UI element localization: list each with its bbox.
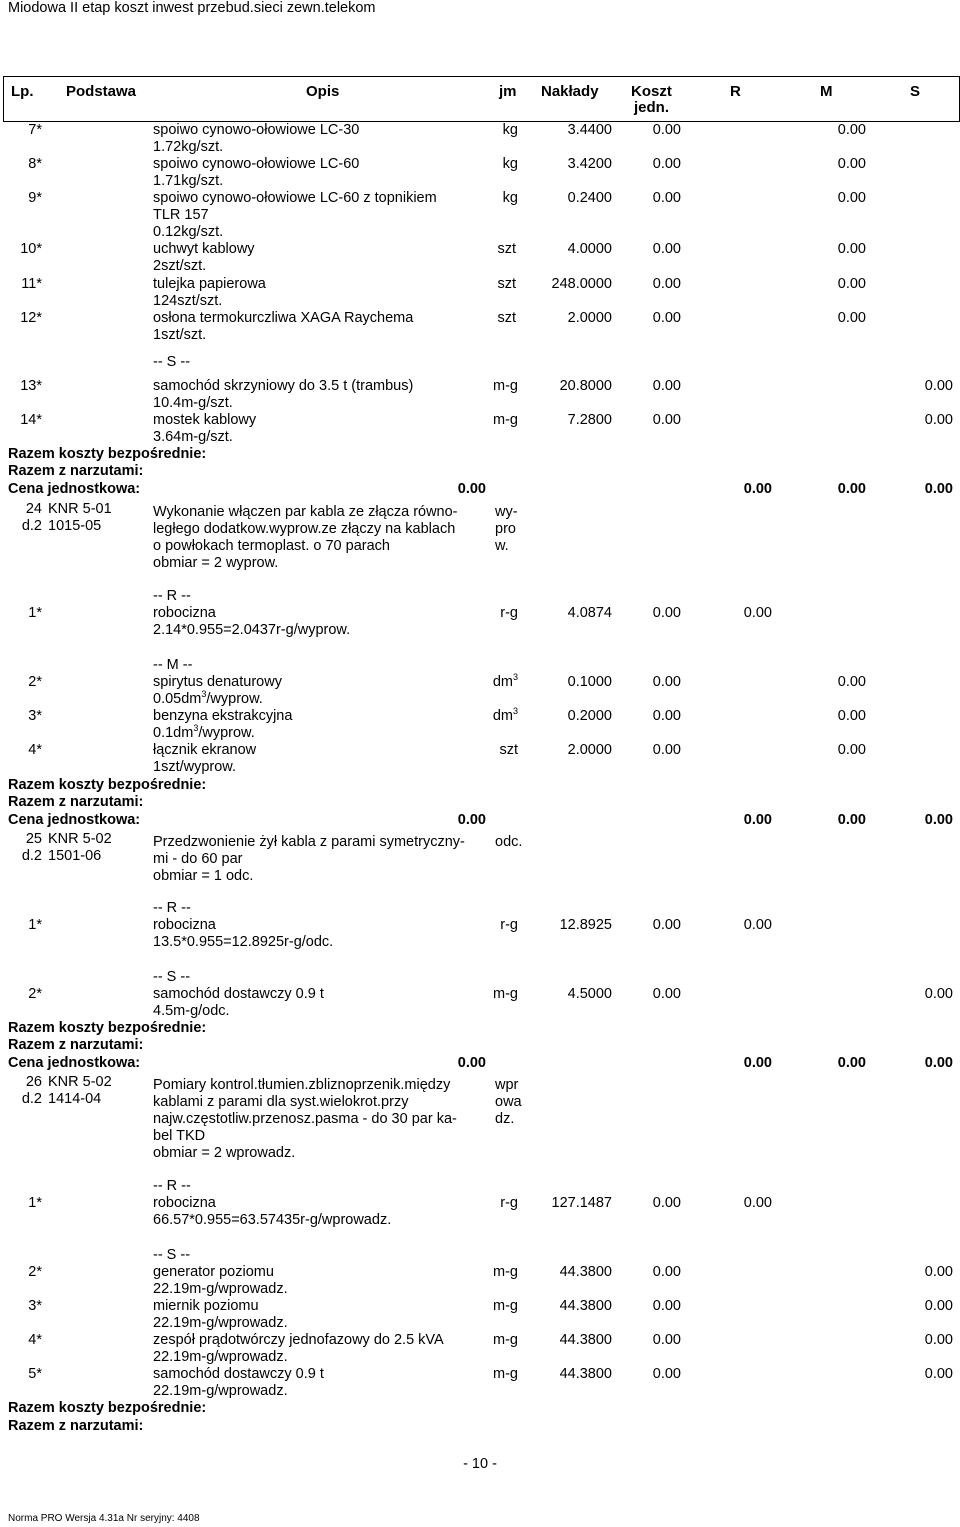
- item-value-m: 0.00: [837, 310, 866, 326]
- item-unit-cost: 0.00: [652, 1366, 681, 1382]
- position-unit-line: owa: [495, 1094, 522, 1110]
- item-unit: kg: [502, 122, 518, 138]
- unit-price-total: 0.00: [457, 481, 486, 497]
- position-number: 26: [25, 1074, 42, 1090]
- item-norm-note: 22.19m-g/wprowadz.: [153, 1281, 288, 1297]
- document-title: Miodowa II etap koszt inwest przebud.sieci zewn.telekom: [8, 0, 376, 16]
- header-jm: jm: [499, 83, 517, 100]
- item-unit-cost: 0.00: [652, 310, 681, 326]
- position-basis: KNR 5-01: [48, 501, 112, 517]
- item-description: samochód skrzyniowy do 3.5 t (trambus): [153, 378, 414, 394]
- item-norm-note: 124szt/szt.: [153, 293, 223, 309]
- item-value-m: 0.00: [837, 156, 866, 172]
- item-description: samochód dostawczy 0.9 t: [153, 1366, 324, 1382]
- item-lp: 1*: [28, 605, 42, 621]
- section-marker: -- R --: [153, 588, 191, 604]
- item-value-m: 0.00: [837, 241, 866, 257]
- item-unit-cost: 0.00: [652, 1264, 681, 1280]
- item-description: robocizna: [153, 605, 216, 621]
- item-unit: r-g: [500, 917, 518, 933]
- position-basis-code: 1015-05: [48, 518, 102, 534]
- item-quantity: 44.3800: [559, 1332, 612, 1348]
- item-unit: szt: [497, 310, 516, 326]
- item-quantity: 3.4200: [567, 156, 612, 172]
- item-quantity: 2.0000: [567, 310, 612, 326]
- item-norm-note: 1szt/wyprow.: [153, 759, 236, 775]
- item-quantity: 12.8925: [559, 917, 612, 933]
- item-unit-cost: 0.00: [652, 1195, 681, 1211]
- header-podstawa: Podstawa: [66, 83, 137, 100]
- item-unit-cost: 0.00: [652, 122, 681, 138]
- item-description: łącznik ekranow: [153, 742, 257, 758]
- item-norm-note: $0.05dm^3$/wyprow.: [153, 689, 263, 707]
- item-description: robocizna: [153, 917, 216, 933]
- item-quantity: 44.3800: [559, 1366, 612, 1382]
- item-description: zespół prądotwórczy jednofazowy do 2.5 kVA: [153, 1332, 444, 1348]
- position-unit-line: dz.: [495, 1111, 515, 1127]
- item-description: osłona termokurczliwa XAGA Raychema: [153, 310, 414, 326]
- item-value-m: 0.00: [837, 122, 866, 138]
- item-norm-note: 10.4m-g/szt.: [153, 395, 233, 411]
- item-description: mostek kablowy: [153, 412, 257, 428]
- position-basis: KNR 5-02: [48, 831, 112, 847]
- position-description-line: Wykonanie włączen par kabla ze złącza równo-: [153, 504, 458, 520]
- item-description: spoiwo cynowo-ołowiowe LC-60: [153, 156, 360, 172]
- unit-price-s: 0.00: [924, 812, 953, 828]
- item-quantity: 4.0000: [567, 241, 612, 257]
- item-quantity: 127.1487: [551, 1195, 612, 1211]
- item-value-r: 0.00: [743, 605, 772, 621]
- item-unit: r-g: [500, 605, 518, 621]
- position-unit-line: wy-: [495, 504, 518, 520]
- item-lp: 1*: [28, 917, 42, 933]
- item-lp: 9*: [28, 190, 42, 206]
- item-lp: 14*: [20, 412, 42, 428]
- item-norm-note: 0.12kg/szt.: [153, 224, 224, 240]
- item-norm-note: $0.1dm^3$/wyprow.: [153, 723, 255, 741]
- item-norm-note: 2szt/szt.: [153, 258, 207, 274]
- item-unit: m-g: [493, 986, 518, 1002]
- item-lp: 4*: [28, 1332, 42, 1348]
- item-value-m: 0.00: [837, 742, 866, 758]
- item-description: generator poziomu: [153, 1264, 274, 1280]
- item-norm-note: 3.64m-g/szt.: [153, 429, 233, 445]
- item-norm-note: 1.71kg/szt.: [153, 173, 224, 189]
- header-koszt: Koszt: [631, 83, 672, 100]
- item-lp: 13*: [20, 378, 42, 394]
- item-quantity: 3.4400: [567, 122, 612, 138]
- position-unit-line: w.: [495, 538, 509, 554]
- item-lp: 2*: [28, 986, 42, 1002]
- item-unit: m-g: [493, 1332, 518, 1348]
- item-lp: 11*: [21, 276, 42, 292]
- position-unit-line: odc.: [495, 834, 523, 850]
- header-lp: Lp.: [11, 83, 34, 100]
- item-lp: 8*: [28, 156, 42, 172]
- page-number: - 10 -: [463, 1456, 497, 1472]
- position-description-line: najw.częstotliw.przenosz.pasma - do 30 par ka-: [153, 1111, 457, 1127]
- item-unit: m-g: [493, 1298, 518, 1314]
- item-quantity: 248.0000: [551, 276, 612, 292]
- item-unit-cost: 0.00: [652, 1298, 681, 1314]
- total-direct-costs-label: Razem koszty bezpośrednie:: [8, 1400, 207, 1416]
- item-quantity: 0.2400: [567, 190, 612, 206]
- item-unit: m-g: [493, 1264, 518, 1280]
- item-quantity: 4.5000: [567, 986, 612, 1002]
- unit-price-r: 0.00: [743, 812, 772, 828]
- unit-price-label: Cena jednostkowa:: [8, 812, 141, 828]
- item-unit: kg: [502, 190, 518, 206]
- position-description-line: Przedzwonienie żył kabla z parami symetryczny-: [153, 834, 465, 850]
- item-unit: m-g: [493, 1366, 518, 1382]
- item-unit: $dm^3$: [492, 672, 518, 690]
- section-marker: -- M --: [153, 657, 193, 673]
- section-marker: -- S --: [153, 969, 191, 985]
- position-description-line: Pomiary kontrol.tłumien.zbliznoprzenik.między: [153, 1077, 451, 1093]
- position-description-line: bel TKD: [153, 1128, 206, 1144]
- position-description-line: ległego dodatkow.wyprow.ze złączy na kablach: [153, 521, 456, 537]
- total-direct-costs-label: Razem koszty bezpośrednie:: [8, 1020, 207, 1036]
- item-description: samochód dostawczy 0.9 t: [153, 986, 324, 1002]
- position-basis-code: 1414-04: [48, 1091, 102, 1107]
- item-value-m: 0.00: [837, 276, 866, 292]
- item-value-r: 0.00: [743, 917, 772, 933]
- position-description-line: obmiar = 2 wprowadz.: [153, 1145, 296, 1161]
- item-lp: 7*: [28, 122, 42, 138]
- position-description-line: obmiar = 1 odc.: [153, 868, 254, 884]
- item-unit: szt: [497, 276, 516, 292]
- item-unit-cost: 0.00: [652, 156, 681, 172]
- item-quantity: 0.1000: [567, 674, 612, 690]
- item-value-m: 0.00: [837, 708, 866, 724]
- position-description-line: kablami z parami dla syst.wielokrot.przy: [153, 1094, 409, 1110]
- unit-price-s: 0.00: [924, 481, 953, 497]
- item-unit-cost: 0.00: [652, 190, 681, 206]
- item-description: tulejka papierowa: [153, 276, 266, 292]
- unit-price-total: 0.00: [457, 1055, 486, 1071]
- position-unit-line: wpr: [495, 1077, 519, 1093]
- item-lp: 10*: [20, 241, 42, 257]
- item-unit: szt: [499, 742, 518, 758]
- item-lp: 2*: [28, 1264, 42, 1280]
- position-basis: KNR 5-02: [48, 1074, 112, 1090]
- item-lp: 1*: [28, 1195, 42, 1211]
- item-norm-note: 13.5*0.955=12.8925r-g/odc.: [153, 934, 334, 950]
- item-unit: m-g: [493, 378, 518, 394]
- position-description-line: obmiar = 2 wyprow.: [153, 555, 279, 571]
- item-lp: 4*: [28, 742, 42, 758]
- header-r: R: [730, 83, 741, 100]
- item-quantity: 4.0874: [567, 605, 612, 621]
- section-marker: -- R --: [153, 900, 191, 916]
- unit-price-label: Cena jednostkowa:: [8, 1055, 141, 1071]
- item-unit-cost: 0.00: [652, 412, 681, 428]
- footer-software-info: Norma PRO Wersja 4.31a Nr seryjny: 4408: [8, 1513, 200, 1524]
- total-with-overhead-label: Razem z narzutami:: [8, 1418, 144, 1434]
- position-number: 24: [25, 501, 42, 517]
- item-norm-note: 2.14*0.955=2.0437r-g/wyprow.: [153, 622, 351, 638]
- item-norm-note: 22.19m-g/wprowadz.: [153, 1315, 288, 1331]
- unit-price-m: 0.00: [837, 1055, 866, 1071]
- item-norm-note: 22.19m-g/wprowadz.: [153, 1383, 288, 1399]
- item-quantity: 2.0000: [567, 742, 612, 758]
- item-lp: 5*: [28, 1366, 42, 1382]
- header-koszt-jedn: jedn.: [634, 99, 670, 116]
- item-unit-cost: 0.00: [652, 605, 681, 621]
- unit-price-s: 0.00: [924, 1055, 953, 1071]
- item-norm-note: 66.57*0.955=63.57435r-g/wprowadz.: [153, 1212, 392, 1228]
- item-description: spoiwo cynowo-ołowiowe LC-60 z topnikiem: [153, 190, 437, 206]
- item-value-r: 0.00: [743, 1195, 772, 1211]
- item-unit-cost: 0.00: [652, 276, 681, 292]
- item-value-s: 0.00: [924, 986, 953, 1002]
- position-subnumber: d.2: [21, 1091, 42, 1107]
- unit-price-m: 0.00: [837, 812, 866, 828]
- item-norm-note: TLR 157: [153, 207, 209, 223]
- header-s: S: [910, 83, 921, 100]
- item-value-s: 0.00: [924, 1332, 953, 1348]
- position-number: 25: [25, 831, 42, 847]
- item-value-m: 0.00: [837, 190, 866, 206]
- position-unit-line: pro: [495, 521, 516, 537]
- item-unit-cost: 0.00: [652, 378, 681, 394]
- item-unit: szt: [497, 241, 516, 257]
- position-subnumber: d.2: [21, 848, 42, 864]
- item-lp: 2*: [28, 674, 42, 690]
- item-value-s: 0.00: [924, 1366, 953, 1382]
- item-value-s: 0.00: [924, 1298, 953, 1314]
- item-unit-cost: 0.00: [652, 742, 681, 758]
- item-quantity: 7.2800: [567, 412, 612, 428]
- position-description-line: o powłokach termoplast. o 70 parach: [153, 538, 390, 554]
- item-lp: 12*: [20, 310, 42, 326]
- item-lp: 3*: [28, 708, 42, 724]
- header-m: M: [820, 83, 833, 100]
- item-value-s: 0.00: [924, 1264, 953, 1280]
- unit-price-r: 0.00: [743, 481, 772, 497]
- table-header: [3, 76, 960, 122]
- unit-price-total: 0.00: [457, 812, 486, 828]
- section-marker: -- S --: [153, 1247, 191, 1263]
- item-unit-cost: 0.00: [652, 241, 681, 257]
- item-value-s: 0.00: [924, 412, 953, 428]
- item-unit: $dm^3$: [492, 706, 518, 724]
- item-quantity: 0.2000: [567, 708, 612, 724]
- section-marker: -- R --: [153, 1178, 191, 1194]
- position-subnumber: d.2: [21, 518, 42, 534]
- item-lp: 3*: [28, 1298, 42, 1314]
- total-with-overhead-label: Razem z narzutami:: [8, 463, 144, 479]
- unit-price-m: 0.00: [837, 481, 866, 497]
- item-unit: r-g: [500, 1195, 518, 1211]
- item-unit: m-g: [493, 412, 518, 428]
- item-description: uchwyt kablowy: [153, 241, 255, 257]
- item-value-m: 0.00: [837, 674, 866, 690]
- item-unit: kg: [502, 156, 518, 172]
- total-with-overhead-label: Razem z narzutami:: [8, 794, 144, 810]
- item-unit-cost: 0.00: [652, 1332, 681, 1348]
- unit-price-label: Cena jednostkowa:: [8, 481, 141, 497]
- item-quantity: 20.8000: [559, 378, 612, 394]
- item-norm-note: 22.19m-g/wprowadz.: [153, 1349, 288, 1365]
- item-description: miernik poziomu: [153, 1298, 259, 1314]
- item-norm-note: 4.5m-g/odc.: [153, 1003, 230, 1019]
- item-description: spirytus denaturowy: [153, 674, 282, 690]
- position-description-line: mi - do 60 par: [153, 851, 243, 867]
- section-marker: -- S --: [153, 354, 191, 370]
- header-naklady: Nakłady: [541, 83, 599, 100]
- item-norm-note: 1szt/szt.: [153, 327, 207, 343]
- item-unit-cost: 0.00: [652, 708, 681, 724]
- unit-price-r: 0.00: [743, 1055, 772, 1071]
- item-quantity: 44.3800: [559, 1298, 612, 1314]
- header-opis: Opis: [306, 83, 340, 100]
- item-unit-cost: 0.00: [652, 917, 681, 933]
- item-description: robocizna: [153, 1195, 216, 1211]
- total-direct-costs-label: Razem koszty bezpośrednie:: [8, 446, 207, 462]
- item-norm-note: 1.72kg/szt.: [153, 139, 224, 155]
- total-direct-costs-label: Razem koszty bezpośrednie:: [8, 777, 207, 793]
- item-quantity: 44.3800: [559, 1264, 612, 1280]
- item-value-s: 0.00: [924, 378, 953, 394]
- item-unit-cost: 0.00: [652, 674, 681, 690]
- item-description: spoiwo cynowo-ołowiowe LC-30: [153, 122, 360, 138]
- position-basis-code: 1501-06: [48, 848, 102, 864]
- item-description: benzyna ekstrakcyjna: [153, 708, 293, 724]
- total-with-overhead-label: Razem z narzutami:: [8, 1037, 144, 1053]
- item-unit-cost: 0.00: [652, 986, 681, 1002]
